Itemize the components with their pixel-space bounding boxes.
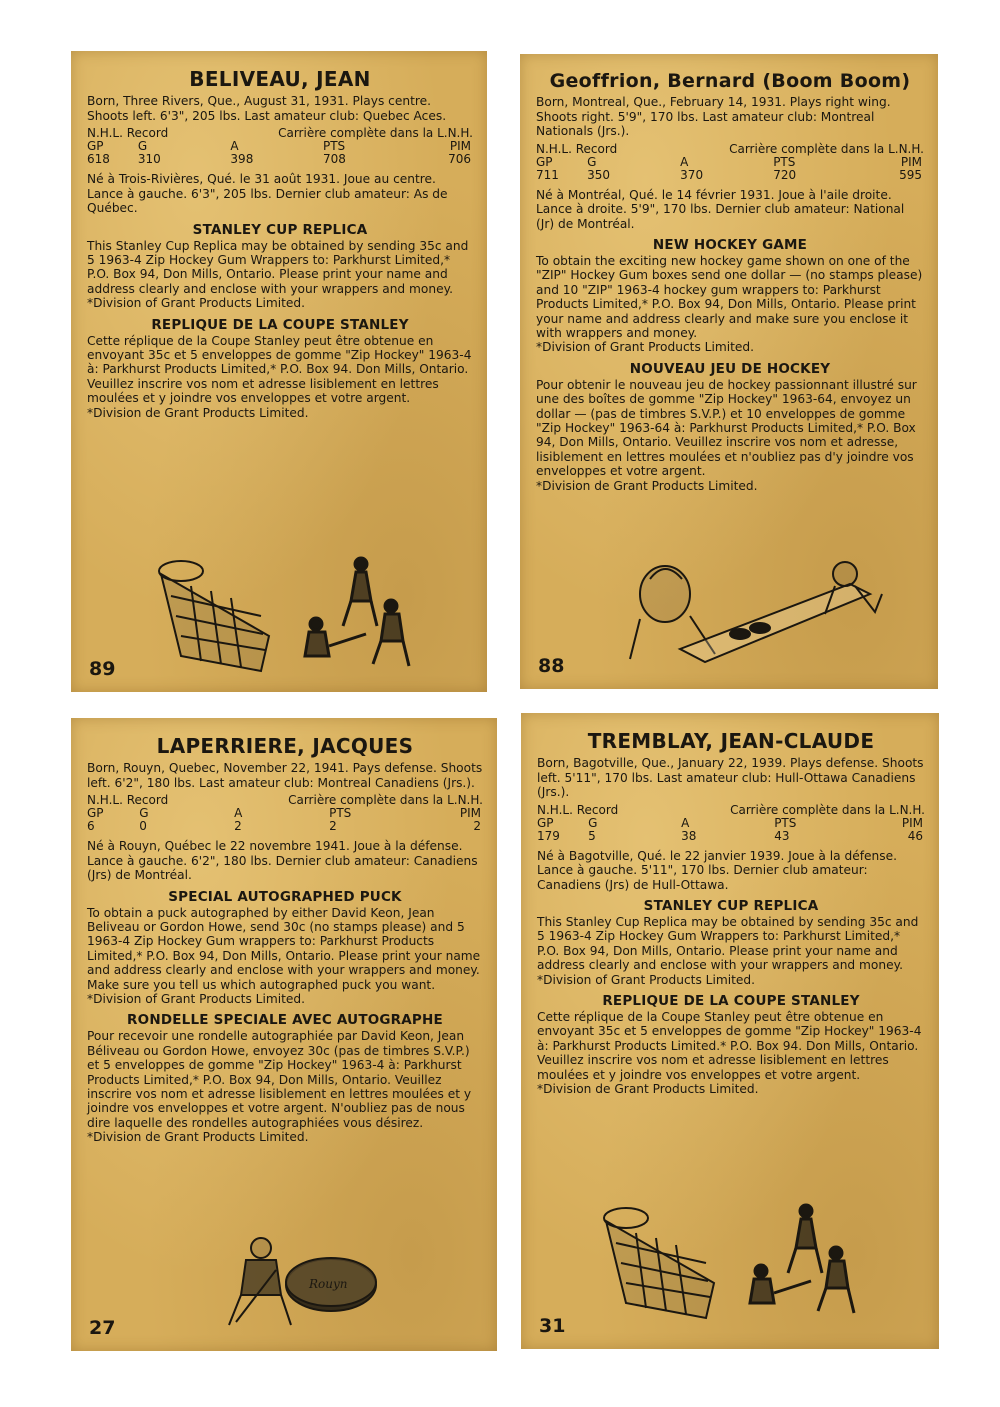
stat-header: PIM bbox=[901, 815, 924, 830]
division-note-en: *Division of Grant Products Limited. bbox=[87, 991, 305, 1006]
stats-block bbox=[537, 804, 925, 843]
stats-title-fr: Carrière complète dans la L.N.H. bbox=[288, 793, 483, 807]
stats-title-fr: Carrière complète dans la L.N.H. bbox=[729, 141, 924, 156]
stat-header: A bbox=[680, 154, 689, 169]
stat-header: PTS bbox=[774, 815, 797, 830]
bio-en: Born, Montreal, Que., February 14, 1931. Plays right wing. Shoots right. 5'9", 170 lbs. Last amateur club: Montreal Nationals (Jrs.). bbox=[536, 95, 891, 138]
player-name: LAPERRIERE, JACQUES bbox=[156, 734, 414, 758]
offer-title-fr: NOUVEAU JEU DE HOCKEY bbox=[629, 360, 831, 377]
stat-header: PTS bbox=[329, 806, 352, 820]
stat-header: PTS bbox=[773, 154, 796, 169]
offer-title-en: STANLEY CUP REPLICA bbox=[643, 898, 819, 914]
player-name: Geoffrion, Bernard (Boom Boom) bbox=[549, 70, 911, 92]
stat-value: 2 bbox=[329, 819, 337, 833]
stat-header: PTS bbox=[322, 139, 346, 153]
division-note-fr: *Division de Grant Products Limited. bbox=[87, 405, 309, 420]
stat-value: 2 bbox=[473, 819, 481, 833]
stat-value: 310 bbox=[137, 152, 161, 166]
stat-header: G bbox=[588, 815, 598, 830]
bio-fr: Né à Bagotville, Qué. le 22 janvier 1939. Joue à la défense. Lance à gauche. 5'11", 170 lbs. Dernier club amateur: Canadiens (Jrs) de Hull-Ottawa. bbox=[537, 848, 897, 892]
stat-value: 708 bbox=[322, 152, 346, 166]
offer-text-fr: Cette réplique de la Coupe Stanley peut être obtenue en envoyant 35c et 5 enveloppes de gomme "Zip Hockey" 1963-4 à: Parkhurst Products Limited,* P.O. Box 94. Don Mills, Ontario. Veuillez inscrire vos nom et adresse lisiblement en lettres moulées et y joindre vos enveloppes et votre argent. bbox=[87, 333, 472, 406]
stat-value: 2 bbox=[234, 819, 242, 833]
bio-fr: Né à Rouyn, Québec le 22 novembre 1941. Joue à la défense. Lance à gauche. 6'2", 180 lbs. Dernier club amateur: Canadiens (Jrs) de Montréal. bbox=[87, 839, 478, 882]
autographed-puck-illustration bbox=[221, 1230, 381, 1330]
offer-text-en: This Stanley Cup Replica may be obtained by sending 35c and 5 1963-4 Zip Hockey Gum Wrappers to: Parkhurst Limited,* P.O. Box 94, Don Mills, Ontario. Please print your name and address clearly and enclose with your wrappers and money. bbox=[537, 915, 919, 973]
stats-title-fr: Carrière complète dans la L.N.H. bbox=[730, 802, 925, 817]
card-number: 88 bbox=[538, 655, 565, 677]
stats-title-en: N.H.L. Record bbox=[536, 141, 618, 156]
offer-title-fr: REPLIQUE DE LA COUPE STANLEY bbox=[151, 316, 409, 333]
offer-title-fr: REPLIQUE DE LA COUPE STANLEY bbox=[602, 993, 860, 1010]
stat-header: G bbox=[139, 806, 149, 820]
card-89 bbox=[71, 51, 487, 692]
offer-title-en: SPECIAL AUTOGRAPHED PUCK bbox=[168, 888, 402, 905]
stats-block bbox=[87, 794, 483, 833]
stat-value: 350 bbox=[587, 167, 611, 182]
stat-header: GP bbox=[537, 815, 554, 830]
stat-value: 38 bbox=[681, 828, 697, 843]
offer-text-en: To obtain a puck autographed by either David Keon, Jean Beliveau or Gordon Howe, send 30c (no stamps please) and 5 1963-4 Zip Hockey Gum wrappers to: Parkhurst Products Limited,* P.O. Box 94, Don Mills, Ontario. Please print your name and address clearly and enclose with your wrappers and money. Make sure you tell us which autographed puck you want. bbox=[87, 905, 481, 992]
stat-value: 0 bbox=[139, 819, 147, 833]
offer-text-en: This Stanley Cup Replica may be obtained by sending 35c and 5 1963-4 Zip Hockey Gum Wrappers to: Parkhurst Limited,* P.O. Box 94, Don Mills, Ontario. Please print your name and address clearly and enclose with your wrappers and money. bbox=[87, 238, 469, 296]
stat-header: GP bbox=[87, 139, 104, 153]
stat-value: 595 bbox=[899, 167, 923, 182]
division-note-en: *Division of Grant Products Limited. bbox=[87, 296, 305, 311]
division-note-en: *Division of Grant Products Limited. bbox=[537, 972, 755, 987]
bio-fr: Né à Montréal, Qué. le 14 février 1931. Joue à l'aile droite. Lance à droite. 5'9", 170 lbs. Dernier club amateur: National (Jr) de Montréal. bbox=[536, 187, 905, 231]
card-number: 27 bbox=[89, 1317, 116, 1339]
stat-header: G bbox=[587, 154, 597, 169]
stats-title-fr: Carrière complète dans la L.N.H. bbox=[278, 126, 473, 140]
division-note-fr: *Division de Grant Products Limited. bbox=[537, 1082, 759, 1097]
stat-value: 43 bbox=[774, 828, 790, 843]
stat-value: 618 bbox=[87, 152, 110, 166]
division-note-fr: *Division de Grant Products Limited. bbox=[87, 1130, 309, 1145]
stat-value: 370 bbox=[680, 167, 704, 182]
stat-value: 720 bbox=[773, 167, 797, 182]
stat-header: A bbox=[230, 139, 239, 153]
stat-header: GP bbox=[536, 154, 553, 169]
stats-value-row bbox=[536, 169, 924, 182]
stats-title-en: N.H.L. Record bbox=[87, 793, 169, 807]
stats-header-row bbox=[537, 817, 925, 830]
offer-title-en: NEW HOCKEY GAME bbox=[652, 237, 808, 253]
stat-header: GP bbox=[87, 806, 104, 820]
card-number: 31 bbox=[539, 1315, 566, 1337]
stats-header-row bbox=[536, 156, 924, 169]
offer-text-en: To obtain the exciting new hockey game shown on one of the "ZIP" Hockey Gum boxes send one dollar — (no stamps please) and 10 "ZIP" 1963-4 hockey gum wrappers to: Parkhurst Products Limited,* P.O. Box 94, Don Mills, Ontario. Please print your name and address clearly and make sure you enclose it with wrappers and money. bbox=[536, 254, 923, 341]
stats-title-en: N.H.L. Record bbox=[537, 802, 619, 817]
stats-value-row bbox=[537, 830, 925, 843]
stat-header: A bbox=[681, 815, 690, 830]
table-hockey-illustration bbox=[620, 554, 900, 664]
bio-fr: Né à Trois-Rivières, Qué. le 31 août 1931. Joue au centre. Lance à gauche. 6'3", 205 lbs. Dernier club amateur: As de Québec. bbox=[87, 172, 448, 215]
stat-value: 711 bbox=[536, 167, 559, 182]
stat-value: 5 bbox=[588, 828, 596, 843]
stats-title-en: N.H.L. Record bbox=[87, 126, 169, 140]
offer-text-fr: Pour obtenir le nouveau jeu de hockey passionnant illustré sur une des boîtes de gomme "Zip Hockey" 1963-64, envoyez un dollar — (pas de timbres S.V.P.) et 10 enveloppes de gomme "Zip Hockey" 1963-64 à: Parkhurst Products Limited,* P.O. Box 94, Don Mills, Ontario. Veuillez inscrire vos nom et adresse, lisiblement en lettres moulées et n'oubliez pas d'y joindre vos enveloppes et votre argent. bbox=[536, 377, 917, 479]
stat-value: 6 bbox=[87, 819, 95, 833]
stat-header: PIM bbox=[900, 154, 923, 169]
stats-value-row bbox=[87, 153, 473, 166]
division-note-en: *Division of Grant Products Limited. bbox=[536, 340, 754, 355]
bio-en: Born, Bagotville, Que., January 22, 1939. Plays defense. Shoots left. 5'11", 170 lbs. Last amateur club: Hull-Ottawa Canadiens (Jrs.). bbox=[537, 756, 924, 799]
stanley-cup-illustration bbox=[596, 1193, 896, 1323]
bio-en: Born, Three Rivers, Que., August 31, 1931. Plays centre. Shoots left. 6'3", 205 lbs. Last amateur club: Quebec Aces. bbox=[87, 94, 447, 123]
puck-signature: Rouyn bbox=[309, 1277, 348, 1291]
offer-title-fr: RONDELLE SPECIALE AVEC AUTOGRAPHE bbox=[127, 1012, 443, 1029]
stats-value-row bbox=[87, 820, 483, 833]
offer-text-fr: Pour recevoir une rondelle autographiée par David Keon, Jean Béliveau ou Gordon Howe, envoyez 30c (pas de timbres S.V.P.) et 5 enveloppes de gomme "Zip Hockey" 1963-4 à: Parkhurst Products Limited,* P.O. Box 94, Don Mills, Ontario. Veuillez inscrire vos nom et adresse lisiblement en lettres moulées et y joindre vos enveloppes et votre argent. N'oubliez pas de nous dire laquelle des rondelles autographiées vous désirez. bbox=[87, 1029, 472, 1130]
player-name: BELIVEAU, JEAN bbox=[189, 67, 371, 91]
bio-en: Born, Rouyn, Quebec, November 22, 1941. Pays defense. Shoots left. 6'2", 180 lbs. Last amateur club: Montreal Canadiens (Jrs.). bbox=[87, 761, 483, 790]
stat-value: 398 bbox=[230, 152, 254, 166]
stat-value: 46 bbox=[907, 828, 924, 843]
stat-value: 179 bbox=[537, 828, 560, 843]
stat-header: A bbox=[234, 806, 243, 820]
card-31 bbox=[521, 713, 939, 1349]
offer-title-en: STANLEY CUP REPLICA bbox=[192, 221, 368, 238]
stat-header: PIM bbox=[449, 139, 471, 153]
card-27 bbox=[71, 718, 497, 1351]
stat-header: PIM bbox=[459, 806, 481, 820]
stats-block bbox=[87, 127, 473, 166]
offer-text-fr: Cette réplique de la Coupe Stanley peut être obtenue en envoyant 35c et 5 enveloppes de gomme "Zip Hockey" 1963-4 à: Parkhurst Products Limited.* P.O. Box 94. Don Mills, Ontario. Veuillez inscrire vos nom et adresse lisiblement en lettres moulées et y joindre vos enveloppes et votre argent. bbox=[537, 1010, 922, 1082]
stat-header: G bbox=[137, 139, 148, 153]
card-88 bbox=[520, 54, 938, 689]
stat-value: 706 bbox=[448, 152, 471, 166]
stats-block bbox=[536, 143, 924, 182]
stanley-cup-illustration bbox=[151, 546, 451, 676]
division-note-fr: *Division de Grant Products Limited. bbox=[536, 478, 758, 493]
player-name: TREMBLAY, JEAN-CLAUDE bbox=[587, 729, 875, 753]
card-number: 89 bbox=[89, 658, 116, 680]
